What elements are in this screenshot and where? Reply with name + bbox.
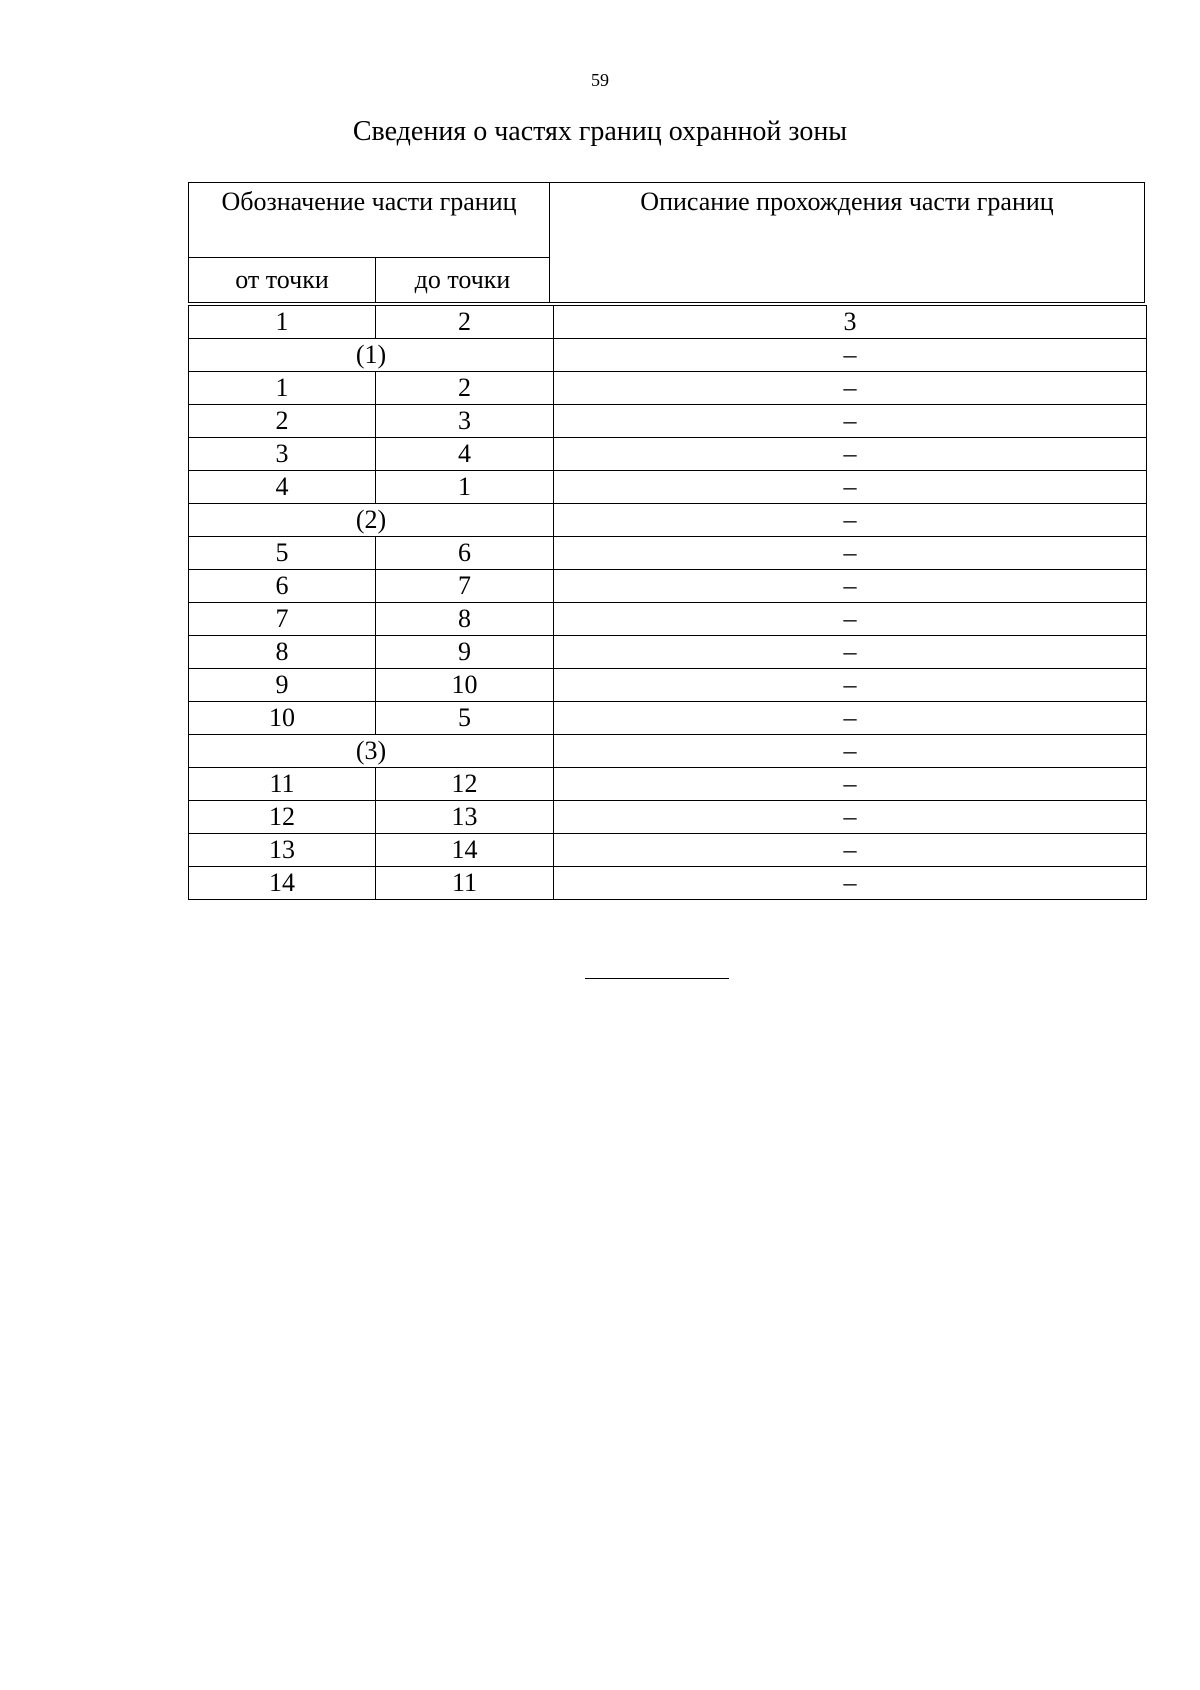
from-point: 4	[189, 471, 376, 504]
description: –	[554, 603, 1147, 636]
description: –	[554, 405, 1147, 438]
to-point: 8	[376, 603, 554, 636]
from-point: 12	[189, 801, 376, 834]
to-point: 12	[376, 768, 554, 801]
table-row	[189, 438, 1147, 471]
from-point: 6	[189, 570, 376, 603]
from-point: 10	[189, 702, 376, 735]
page-number: 59	[591, 70, 609, 90]
table-row	[189, 405, 1147, 438]
description: –	[554, 537, 1147, 570]
description: –	[554, 504, 1147, 537]
part-label: (3)	[189, 735, 554, 768]
to-point: 1	[376, 471, 554, 504]
from-point: 9	[189, 669, 376, 702]
to-point: 6	[376, 537, 554, 570]
description: –	[554, 867, 1147, 900]
column-number-row	[189, 306, 1147, 339]
description: –	[554, 801, 1147, 834]
header-boundary-description: Описание прохождения части границ	[550, 183, 1145, 303]
from-point: 3	[189, 438, 376, 471]
to-point: 5	[376, 702, 554, 735]
from-point: 8	[189, 636, 376, 669]
description: –	[554, 735, 1147, 768]
to-point: 10	[376, 669, 554, 702]
from-point: 14	[189, 867, 376, 900]
table-row	[189, 702, 1147, 735]
column-number: 3	[554, 306, 1147, 339]
description: –	[554, 372, 1147, 405]
from-point: 7	[189, 603, 376, 636]
description: –	[554, 471, 1147, 504]
part-label: (2)	[189, 504, 554, 537]
description: –	[554, 636, 1147, 669]
table-row	[189, 834, 1147, 867]
to-point: 4	[376, 438, 554, 471]
description: –	[554, 834, 1147, 867]
from-point: 5	[189, 537, 376, 570]
to-point: 9	[376, 636, 554, 669]
from-point: 11	[189, 768, 376, 801]
table-body	[189, 306, 1147, 900]
to-point: 7	[376, 570, 554, 603]
table-row	[189, 867, 1147, 900]
to-point: 2	[376, 372, 554, 405]
table-row	[189, 768, 1147, 801]
part-row	[189, 504, 1147, 537]
table-row	[189, 636, 1147, 669]
description: –	[554, 669, 1147, 702]
header-to-point: до точки	[376, 258, 550, 303]
to-point: 14	[376, 834, 554, 867]
table-row	[189, 669, 1147, 702]
table-row	[189, 801, 1147, 834]
description: –	[554, 570, 1147, 603]
to-point: 13	[376, 801, 554, 834]
to-point: 3	[376, 405, 554, 438]
table-header	[188, 182, 1145, 303]
table-row	[189, 537, 1147, 570]
document-title: Сведения о частях границ охранной зоны	[352, 116, 848, 147]
table-row	[189, 603, 1147, 636]
part-label: (1)	[189, 339, 554, 372]
table-row	[189, 372, 1147, 405]
to-point: 11	[376, 867, 554, 900]
table-row	[189, 471, 1147, 504]
table-row	[189, 570, 1147, 603]
description: –	[554, 702, 1147, 735]
from-point: 13	[189, 834, 376, 867]
boundary-parts-table	[188, 305, 1147, 900]
description: –	[554, 339, 1147, 372]
description: –	[554, 438, 1147, 471]
description: –	[554, 768, 1147, 801]
from-point: 2	[189, 405, 376, 438]
header-from-point: от точки	[189, 258, 376, 303]
from-point: 1	[189, 372, 376, 405]
end-of-document-rule	[585, 978, 729, 979]
column-number: 1	[189, 306, 376, 339]
column-number: 2	[376, 306, 554, 339]
part-row	[189, 339, 1147, 372]
header-boundary-part-designation: Обозначение части границ	[189, 183, 550, 258]
part-row	[189, 735, 1147, 768]
